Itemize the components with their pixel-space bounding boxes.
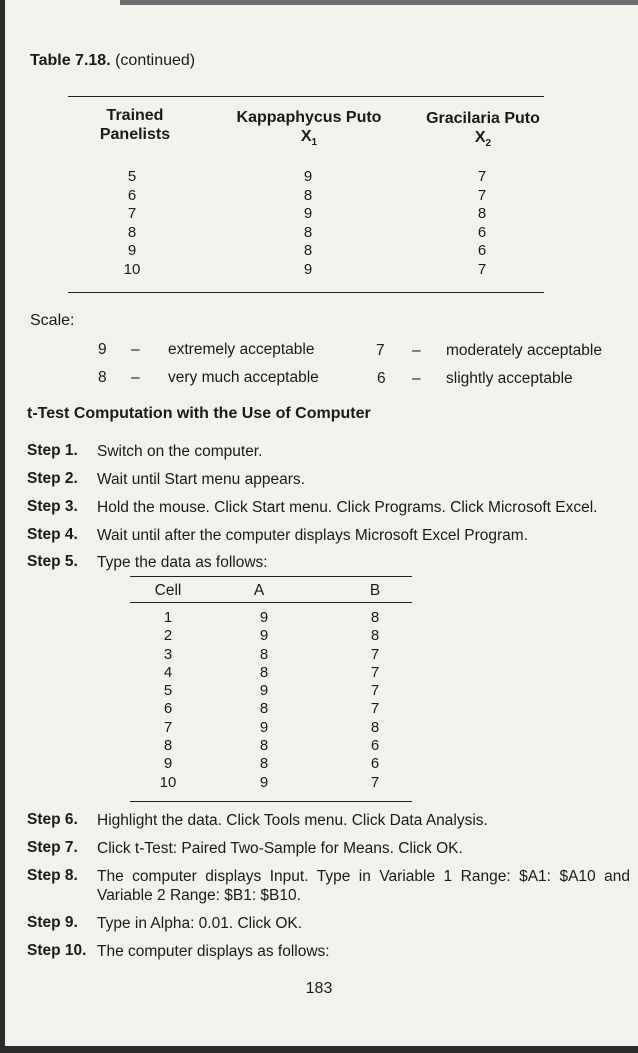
data-cell: 2 <box>163 627 173 645</box>
kappaphycus-subscript: 1 <box>311 137 318 149</box>
data-b-cell: 7 <box>370 700 380 718</box>
scale-score: 7 <box>376 342 385 359</box>
x2-cell: 8 <box>477 205 487 222</box>
step-text: Hold the mouse. Click Start menu. Click Programs. Click Microsoft Excel. <box>97 499 598 516</box>
data-cell: 6 <box>163 700 173 718</box>
panelist-cell: 7 <box>127 205 137 222</box>
data-a-cell: 9 <box>259 682 269 700</box>
x2-cell: 7 <box>477 186 487 204</box>
section-title: t-Test Computation with the Use of Computer <box>27 405 371 422</box>
scale-label: Scale: <box>30 312 75 329</box>
x2-cell: 7 <box>477 168 487 185</box>
scale-score: 6 <box>377 370 386 387</box>
data-a-cell: 9 <box>259 773 269 791</box>
data-b-cell: 6 <box>370 737 380 755</box>
gracilaria-subscript: 2 <box>485 138 492 150</box>
x2-cell: 6 <box>477 223 487 241</box>
x2-column <box>462 168 502 279</box>
step-label: Step 6. <box>27 811 78 828</box>
step-label: Step 9. <box>27 914 78 931</box>
data-cell: 4 <box>163 663 173 681</box>
table-caption-label: Table 7.18. <box>30 52 111 69</box>
data-a-cell: 8 <box>259 737 269 755</box>
data-header-cell: Cell <box>154 582 182 599</box>
step-text: Switch on the computer. <box>97 443 263 460</box>
data-cell: 8 <box>163 737 173 755</box>
step-label: Step 4. <box>27 526 78 543</box>
panelists-header-line2: Panelists <box>99 126 171 143</box>
data-table-header-rule <box>130 602 412 603</box>
kappaphycus-header-name: Kappaphycus Puto <box>236 109 382 126</box>
step-label: Step 5. <box>27 553 78 570</box>
step-text: Wait until Start menu appears. <box>97 471 305 488</box>
data-b-cell: 7 <box>370 773 380 791</box>
kappaphycus-header <box>225 108 393 152</box>
scale-dash: – <box>131 341 140 358</box>
step-text: Wait until after the computer displays Microsoft Excel Program. <box>97 527 528 544</box>
panelist-cell: 5 <box>127 168 137 185</box>
gracilaria-symbol: X <box>474 129 486 146</box>
scale-text: moderately acceptable <box>446 342 602 359</box>
page-number: 183 <box>305 980 333 997</box>
panelists-header-line1: Trained <box>106 107 164 124</box>
step-label: Step 1. <box>27 442 78 459</box>
x1-column <box>288 168 328 279</box>
panelist-cell: 10 <box>123 260 141 278</box>
scale-text: extremely acceptable <box>168 341 315 358</box>
step-label: Step 2. <box>27 470 78 487</box>
data-header-a: A <box>253 582 265 599</box>
data-cell: 10 <box>159 773 177 791</box>
data-a-cell: 8 <box>259 645 269 663</box>
panel-table-top-rule <box>68 96 544 97</box>
panel-table-bottom-rule <box>68 292 544 293</box>
data-b-cell: 8 <box>370 627 380 645</box>
data-b-cell: 8 <box>370 609 380 626</box>
data-b-cell: 7 <box>370 645 380 663</box>
panelist-cell: 8 <box>127 223 137 241</box>
table-caption-suffix: (continued) <box>110 52 196 69</box>
step-text: Type in Alpha: 0.01. Click OK. <box>97 915 303 932</box>
x1-cell: 8 <box>303 186 313 204</box>
data-a-cell: 8 <box>259 700 269 718</box>
x1-cell: 8 <box>303 242 313 259</box>
panelists-header <box>90 106 180 144</box>
data-header-b: B <box>369 582 381 599</box>
step-text: The computer displays Input. Type in Variable 1 Range: $A1: $A10 and Variable 2 Range: $B1: $B10. <box>97 868 630 904</box>
data-b-column <box>360 609 390 792</box>
x2-cell: 6 <box>477 242 487 259</box>
panelists-column <box>110 168 154 279</box>
step-text: Type the data as follows: <box>97 554 268 571</box>
data-table-bottom-rule <box>130 801 412 802</box>
data-cell: 5 <box>163 682 173 700</box>
data-cell-column <box>148 609 188 792</box>
data-cell: 3 <box>163 645 173 663</box>
step-text: The computer displays as follows: <box>97 943 330 960</box>
panelist-cell: 9 <box>127 242 137 259</box>
scale-dash: – <box>412 342 421 359</box>
scale-dash: – <box>131 369 140 386</box>
x1-cell: 9 <box>303 260 313 278</box>
scan-bottom-edge <box>0 1046 638 1053</box>
scan-top-edge <box>120 0 638 5</box>
x1-cell: 9 <box>303 168 313 185</box>
step-text: Highlight the data. Click Tools menu. Click Data Analysis. <box>97 812 488 829</box>
panelist-cell: 6 <box>127 186 137 204</box>
data-a-cell: 9 <box>259 718 269 736</box>
data-b-cell: 7 <box>370 682 380 700</box>
x1-cell: 8 <box>303 223 313 241</box>
data-table-top-rule <box>130 576 412 577</box>
data-cell: 1 <box>163 609 173 626</box>
data-b-cell: 6 <box>370 755 380 773</box>
step-text: Click t-Test: Paired Two-Sample for Means. Click OK. <box>97 840 463 857</box>
step-label: Step 7. <box>27 839 78 856</box>
scale-text: slightly acceptable <box>446 370 573 387</box>
x1-cell: 9 <box>303 205 313 222</box>
kappaphycus-header-symbol <box>225 127 393 152</box>
kappaphycus-symbol: X <box>300 128 312 145</box>
data-a-cell: 9 <box>259 627 269 645</box>
data-a-column <box>249 609 279 792</box>
scale-text: very much acceptable <box>168 369 319 386</box>
gracilaria-header <box>418 109 548 153</box>
gracilaria-header-symbol <box>418 128 548 153</box>
data-cell: 7 <box>163 718 173 736</box>
scale-dash: – <box>412 370 421 387</box>
data-b-cell: 7 <box>370 663 380 681</box>
x2-cell: 7 <box>477 260 487 278</box>
table-caption <box>30 52 195 70</box>
scale-score: 9 <box>98 341 107 358</box>
step-label: Step 10. <box>27 942 87 959</box>
step-label: Step 3. <box>27 498 78 515</box>
gracilaria-header-name: Gracilaria Puto <box>426 110 540 127</box>
data-a-cell: 8 <box>259 663 269 681</box>
scale-score: 8 <box>98 369 107 386</box>
data-a-cell: 9 <box>259 609 269 626</box>
step-label: Step 8. <box>27 867 78 884</box>
data-cell: 9 <box>163 755 173 773</box>
scan-left-edge <box>0 0 5 1053</box>
data-a-cell: 8 <box>259 755 269 773</box>
data-b-cell: 8 <box>370 718 380 736</box>
